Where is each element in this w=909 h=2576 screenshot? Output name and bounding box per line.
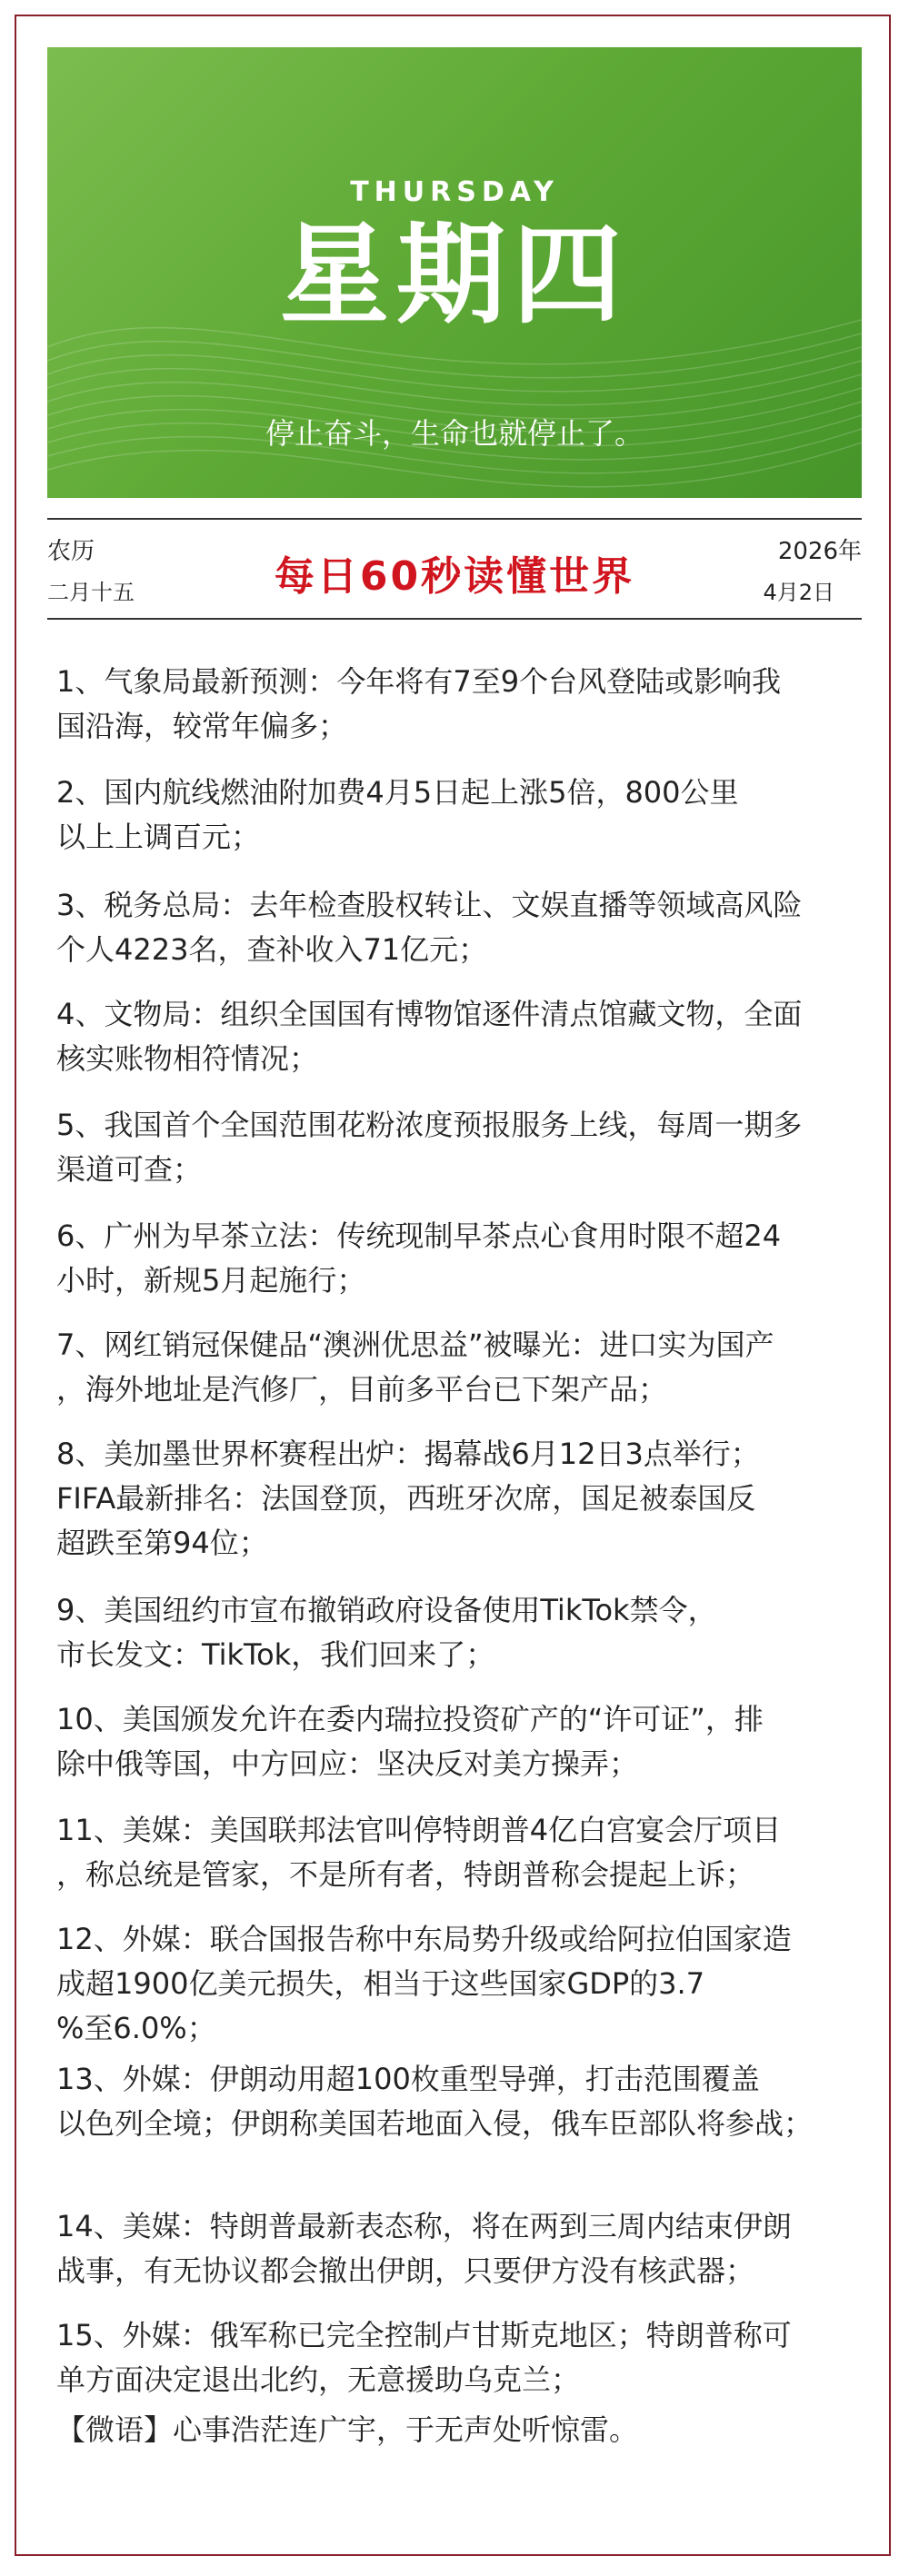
news-item-9: 9、美国纽约市宣布撤销政府设备使用TikTok禁令， 市长发文：TikTok，我们回来了；	[56, 1593, 717, 1672]
weekday-chinese: 星期四	[280, 213, 629, 339]
date-label: 4月2日	[763, 580, 834, 605]
news-item-6: 6、广州为早茶立法：传统现制早茶点心食用时限不超24 小时，新规5月起施行；	[56, 1218, 782, 1298]
year-label: 2026年	[777, 538, 862, 565]
news-item-2: 2、国内航线燃油附加费4月5日起上涨5倍，800公里 以上上调百元；	[56, 775, 739, 854]
news-item-10: 10、美国颁发允许在委内瑞拉投资矿产的“许可证”，排 除中俄等国，中方回应：坚决反对美方操弄；	[56, 1702, 764, 1781]
news-item-13: 13、外媒：伊朗动用超100枚重型导弹，打击范围覆盖 以色列全境；伊朗称美国若地面入侵，俄车臣部队将参战；	[56, 2062, 814, 2141]
lunar-label: 农历	[47, 538, 95, 565]
header-banner	[47, 47, 862, 498]
news-item-15: 15、外媒：俄军称已完全控制卢甘斯克地区；特朗普称可 单方面决定退出北约，无意援助乌克兰；	[56, 2318, 792, 2397]
motto-text: 停止奋斗，生命也就停止了。	[265, 416, 644, 451]
news-item-12: 12、外媒：联合国报告称中东局势升级或给阿拉伯国家造 成超1900亿美元损失，相当于这些国家GDP的3.7 %至6.0%；	[56, 1922, 792, 2045]
masthead-bar	[47, 518, 862, 620]
weekday-english: THURSDAY	[350, 176, 559, 208]
closing-quote: 【微语】心事浩茫连广宇，于无声处听惊雷。	[56, 2412, 639, 2447]
page-title: 每日60秒读懂世界	[274, 553, 635, 600]
lunar-date: 二月十五	[47, 580, 135, 605]
news-item-14: 14、美媒：特朗普最新表态称，将在两到三周内结束伊朗 战事，有无协议都会撤出伊朗，只要伊方没有核武器；	[56, 2209, 792, 2288]
news-item-3: 3、税务总局：去年检查股权转让、文娱直播等领域高风险 个人4223名，查补收入71亿元；	[56, 888, 803, 967]
news-item-1: 1、气象局最新预测：今年将有7至9个台风登陆或影响我 国沿海，较常年偏多；	[56, 664, 782, 743]
news-item-7: 7、网红销冠保健品“澳洲优思益”被曝光：进口实为国产 ，海外地址是汽修厂，目前多平台已下架产品；	[56, 1328, 774, 1407]
news-item-8: 8、美加墨世界杯赛程出炉：揭幕战6月12日3点举行； FIFA最新排名：法国登顶，西班牙次席，国足被泰国反 超跌至第94位；	[56, 1437, 760, 1560]
news-item-11: 11、美媒：美国联邦法官叫停特朗普4亿白宫宴会厅项目 ，称总统是管家，不是所有者，特朗普称会提起上诉；	[56, 1813, 782, 1892]
news-item-4: 4、文物局：组织全国国有博物馆逐件清点馆藏文物，全面 核实账物相符情况；	[56, 997, 803, 1076]
news-item-5: 5、我国首个全国范围花粉浓度预报服务上线，每周一期多 渠道可查；	[56, 1108, 803, 1187]
